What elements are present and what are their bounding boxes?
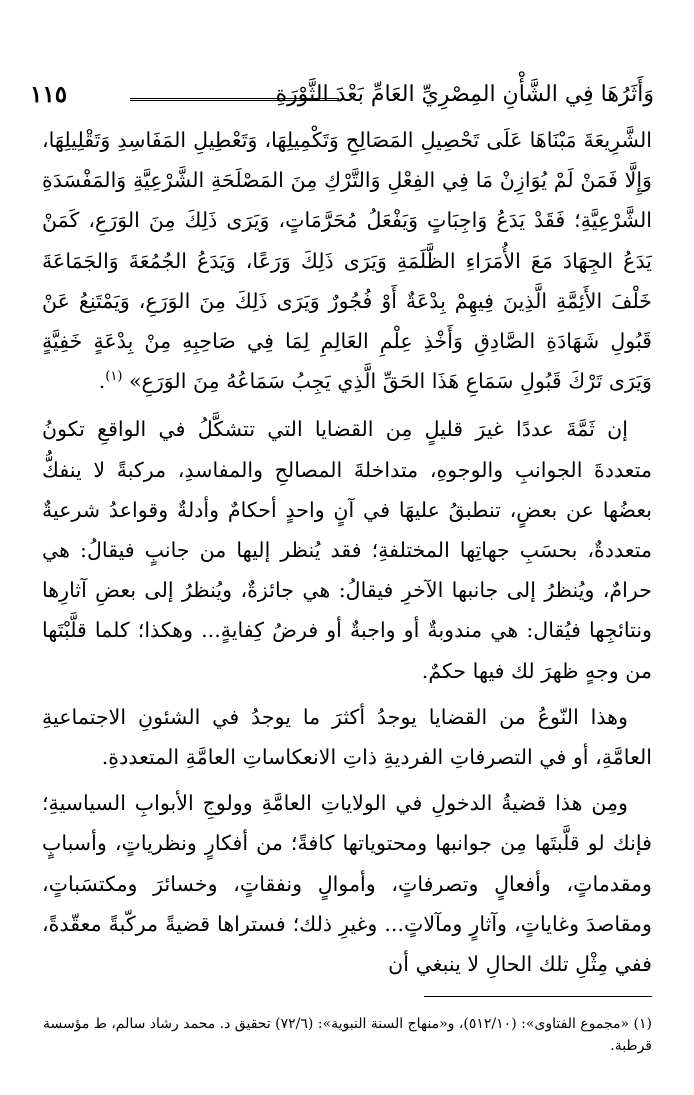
paragraph: إن ثَمَّةَ عددًا غيرَ قليلٍ مِن القضايا التي تتشكَّلُ في الواقعِ تكونُ متعددةَ الجوانبِ والوجوهِ، متداخلةَ المصالحِ والمفاسدِ، مركبةً لا ينفكُّ بعضُها عن بعضٍ، تنطبقُ عليهَا في آنٍ واحدٍ أحكامٌ وأدلةٌ وقواعدُ شرعيةٌ متعددةٌ، بحسَبِ جهاتِها المختلفةِ؛ فقد يُنظر إليها من جانبٍ فيقالُ: هي حرامٌ، ويُنظرُ إلى جانبها الآخرِ فيقالُ: هي جائزةٌ، ويُنظرُ إلى بعضِ آثارِها ونتائجِها فيُقال: هي مندوبةٌ أو واجبةٌ أو فرضُ كِفايةٍ... وهكذا؛ كلما قلَّبْتَها من وجهٍ ظهرَ لك فيها حكمٌ.	[42, 417, 652, 683]
header-rule	[130, 98, 339, 101]
paragraph: ومِن هذا قضيةُ الدخولِ في الولاياتِ العامَّةِ وولوجِ الأبوابِ السياسيةِ؛ فإنك لو قلَّبتَها مِن جوانبها ومحتوياتها كافةً؛ من أفكارٍ ونظرياتٍ، وأسبابٍ ومقدماتٍ، وأفعالٍ وتصرفاتٍ، وأموالٍ ونفقاتٍ، وخسائرَ ومكتسَباتٍ، ومقاصدَ وغاياتٍ، وآثارٍ ومآلاتٍ... وغيرِ ذلك؛ فستراها قضيةً مركّبةً معقّدةً، ففي مِثْلِ تلك الحالِ لا ينبغي أن	[42, 791, 652, 977]
page-number: ١١٥	[30, 81, 68, 108]
running-header-title: وَأَثَرُهَا فِي الشَّأْنِ المِصْرِيِّ العَامِّ بَعْدَ الثَّوْرَةِ	[275, 82, 654, 107]
footnote-rule	[424, 996, 652, 997]
quoted-paragraph-text: الشَّرِيعَةَ مَبْنَاهَا عَلَى تَحْصِيلِ المَصَالِحِ وَتَكْمِيلِهَا، وَتَعْطِيلِ المَفَاسِدِ وَتَقْلِيلِهَا، وَإِلَّا فَمَنْ لَمْ يُوَازِنْ مَا فِي الفِعْلِ وَالتَّرْكِ مِنَ المَصْلَحَةِ الشَّرْعِيَّةِ وَالمَفْسَدَةِ الشَّرْعِيَّةِ؛ فَقَدْ يَدَعُ وَاجِبَاتٍ وَيَفْعَلُ مُحَرَّمَاتٍ، وَيَرَى ذَلِكَ مِنَ الوَرَعِ، كَمَنْ يَدَعُ الجِهَادَ مَعَ الأُمَرَاءِ الظَّلَمَةِ وَيَرَى ذَلِكَ وَرَعًا، وَيَدَعُ الجُمُعَةَ وَالجَمَاعَةَ خَلْفَ الأَئِمَّةِ الَّذِينَ فِيهِمْ بِدْعَةٌ أَوْ فُجُورٌ وَيَرَى ذَلِكَ مِنَ الوَرَعِ، وَيَمْتَنِعُ عَنْ قَبُولِ شَهَادَةِ الصَّادِقِ وَأَخْذِ عِلْمِ العَالِمِ لِمَا فِي صَاحِبِهِ مِنْ بِدْعَةٍ خَفِيَّةٍ وَيَرَى تَرْكَ قَبُولِ سَمَاعِ هَذَا الحَقِّ الَّذِي يَجِبُ سَمَاعُهُ مِنَ الوَرَعِ»	[42, 128, 652, 394]
running-header	[30, 78, 654, 118]
footnote: (١) «مجموع الفتاوى»: (٥١٢/١٠)، و«منهاج السنة النبوية»: (٧٢/٦) تحقيق د. محمد رشاد سالم، ط مؤسسة قرطبة.	[42, 1016, 652, 1054]
quoted-paragraph: الشَّرِيعَةَ مَبْنَاهَا عَلَى تَحْصِيلِ المَصَالِحِ وَتَكْمِيلِهَا، وَتَعْطِيلِ المَفَاسِدِ وَتَقْلِيلِهَا، وَإِلَّا فَمَنْ لَمْ يُوَازِنْ مَا فِي الفِعْلِ وَالتَّرْكِ مِنَ المَصْلَحَةِ الشَّرْعِيَّةِ وَالمَفْسَدَةِ الشَّرْعِيَّةِ؛ فَقَدْ يَدَعُ وَاجِبَاتٍ وَيَفْعَلُ مُحَرَّمَاتٍ، وَيَرَى ذَلِكَ مِنَ الوَرَعِ، كَمَنْ يَدَعُ الجِهَادَ مَعَ الأُمَرَاءِ الظَّلَمَةِ وَيَرَى ذَلِكَ وَرَعًا، وَيَدَعُ الجُمُعَةَ وَالجَمَاعَةَ خَلْفَ الأَئِمَّةِ الَّذِينَ فِيهِمْ بِدْعَةٌ أَوْ فُجُورٌ وَيَرَى ذَلِكَ مِنَ الوَرَعِ، وَيَمْتَنِعُ عَنْ قَبُولِ شَهَادَةِ الصَّادِقِ وَأَخْذِ عِلْمِ العَالِمِ لِمَا فِي صَاحِبِهِ مِنْ بِدْعَةٍ خَفِيَّةٍ وَيَرَى تَرْكَ قَبُولِ سَمَاعِ هَذَا الحَقِّ الَّذِي يَجِبُ سَمَاعُهُ مِنَ الوَرَعِ» $^{(١)}$.	[42, 128, 652, 394]
body-text	[42, 120, 652, 984]
footnote-marker: (١)	[105, 369, 123, 385]
paragraph: وهذا النّوعُ من القضايا يوجدُ أكثرَ ما يوجدُ في الشئونِ الاجتماعيةِ العامَّةِ، أو في التصرفاتِ الفرديةِ ذاتِ الانعكاساتِ العامَّةِ المتعددةِ.	[42, 704, 652, 770]
